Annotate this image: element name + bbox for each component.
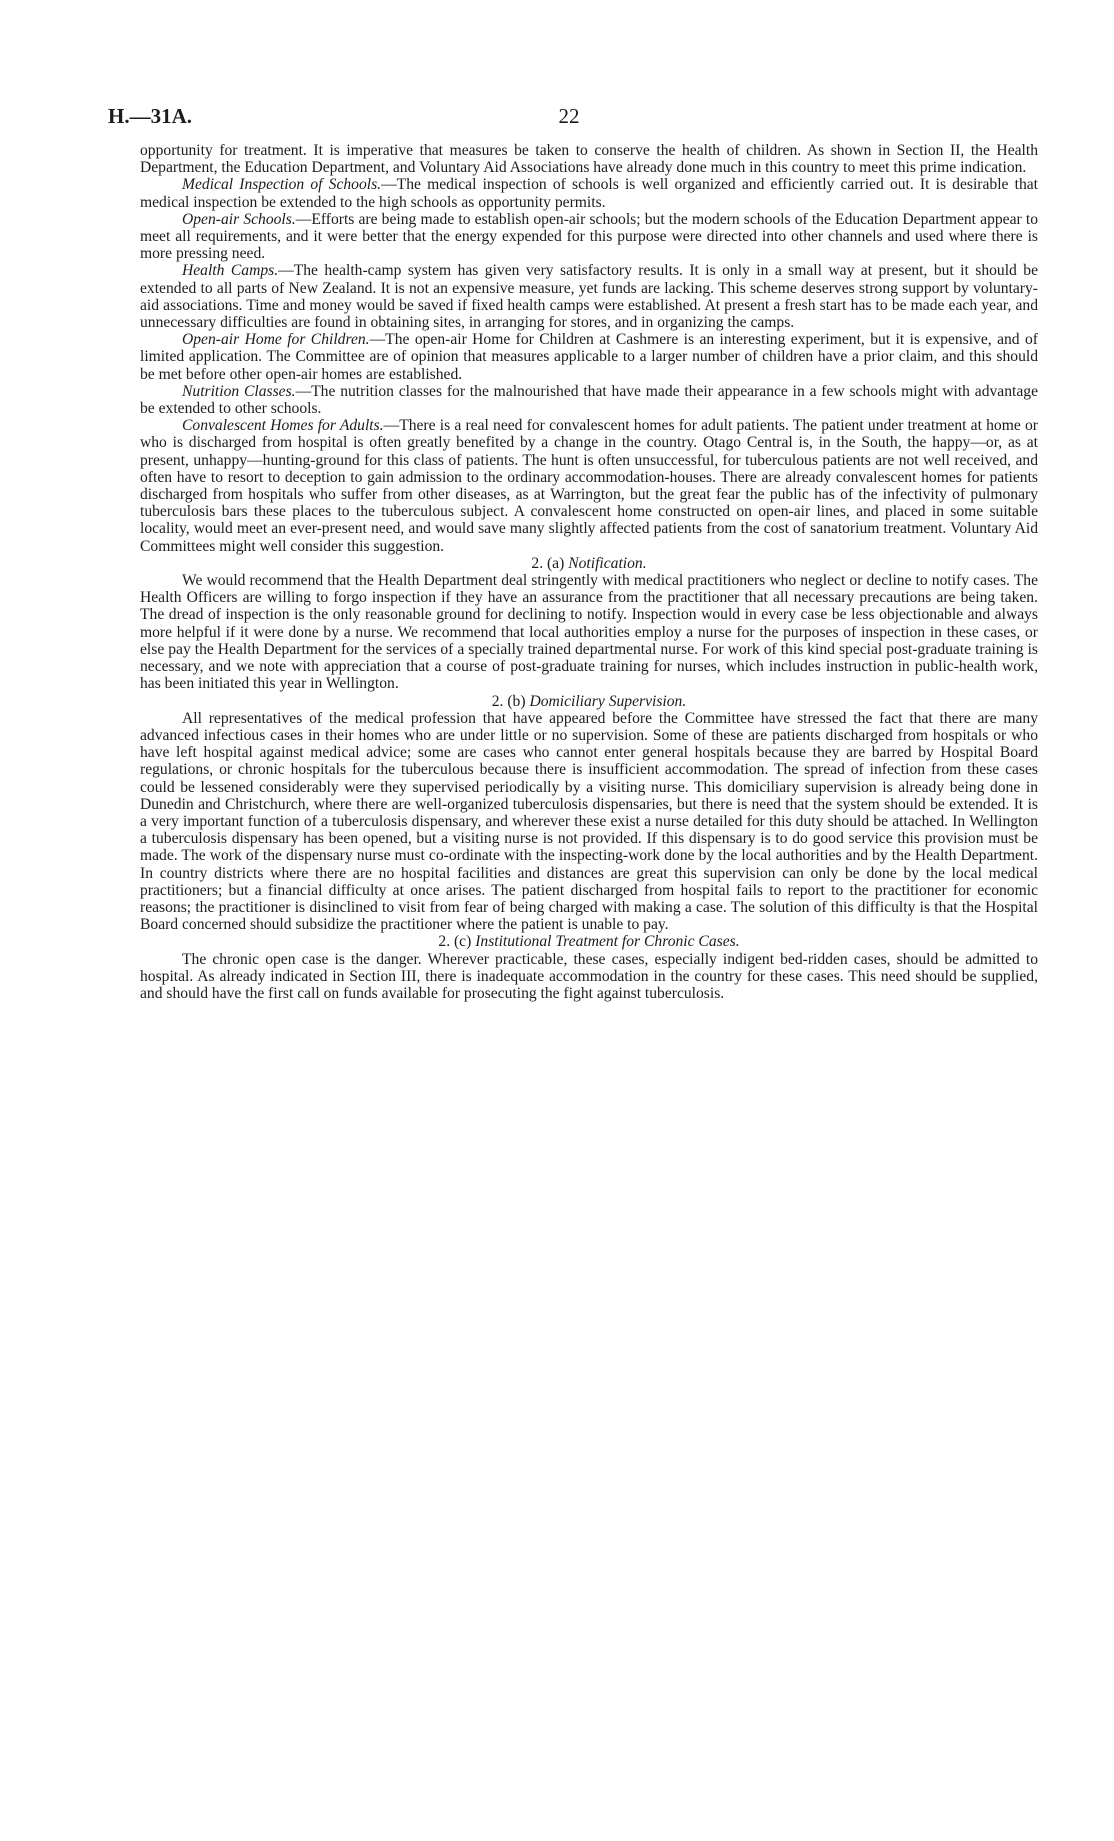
section-title: Institutional Treatment for Chronic Cases. bbox=[475, 933, 740, 951]
section-domiciliary-supervision bbox=[140, 693, 1038, 934]
section-number: 2. (b) bbox=[491, 692, 526, 710]
section-paragraph: All representatives of the medical profession that have appeared before the Committee have stressed the fact that there are many advanced infectious cases in their homes who are under little or no supervision. Some of these are patients discharged from hospitals or who have left hospital against medical advice; some are cases who cannot enter general hospitals because they are barred by Hospital Board regulations, or chronic hospitals for the tuberculous because there is insufficient accommodation. The spread of infection from these cases could be lessened considerably were they supervised periodically by a visiting nurse. This domiciliary supervision is already being done in Dunedin and Christchurch, where there are well-organized tuberculosis dispensaries, but there is need that the system should be extended. It is a very important function of a tuberculosis dispensary, and wherever these exist a nurse detailed for this duty should be attached. In Wellington a tuberculosis dispensary has been opened, but a visiting nurse is not provided. If this dispensary is to do good service this provision must be made. The work of the dispensary nurse must co-ordinate with the inspecting-work done by the local authorities and by the Health Department. In country districts where there are no hospital facilities and distances are great this supervision can only be done by the local medical practitioners; but a financial difficulty at once arises. The patient discharged from hospital fails to report to the practitioner for economic reasons; the practitioner is disinclined to visit from fear of being charged with making a case. The solution of this difficulty is that the Hospital Board concerned should subsidize the practitioner where the patient is unable to pay. bbox=[140, 709, 1038, 934]
page-body bbox=[140, 142, 1038, 1002]
paragraph-lead: Open-air Home for Children. bbox=[182, 331, 370, 349]
section-number: 2. (c) bbox=[438, 933, 472, 951]
section-heading bbox=[140, 693, 1038, 710]
paragraph-text: —The medical inspection of schools is well organized and efficiently carried out. It is desirable that medical inspection be extended to the high schools as opportunity permits. bbox=[140, 176, 1039, 211]
intro-paragraph: opportunity for treatment. It is imperative that measures be taken to conserve the health of children. As shown in Section II, the Health Department, the Education Department, and Voluntary Aid Associations have already done much in this country to meet this prime indication. bbox=[140, 142, 1038, 177]
section-heading bbox=[140, 555, 1038, 572]
paragraph-text: —The health-camp system has given very satisfactory results. It is only in a small way at present, but it should be extended to all parts of New Zealand. It is not an expensive measure, yet funds are lacking. This scheme deserves strong support by voluntary-aid associations. Time and money would be saved if fixed health camps were established. At present a fresh start has to be made each year, and unnecessary difficulties are found in obtaining sites, in arranging for stores, and in organizing the camps. bbox=[140, 262, 1039, 332]
paragraph-text: —The nutrition classes for the malnourished that have made their appearance in a few schools might with advantage be extended to other schools. bbox=[140, 382, 1038, 418]
paragraph-health-camps bbox=[140, 262, 1038, 331]
paragraph-lead: Open-air Schools. bbox=[182, 210, 296, 228]
section-paragraph: The chronic open case is the danger. Wherever practicable, these cases, especially indigent bed-ridden cases, should be admitted to hospital. As already indicated in Section III, there is inadequate accommodation in the country for these cases. This need should be supplied, and should have the first call on funds available for prosecuting the fight against tuberculosis. bbox=[140, 950, 1038, 1002]
paragraph-text: —Efforts are being made to establish open-air schools; but the modern schools of the Education Department appear to meet all requirements, and it were better that the energy expended for this purpose were directed into other channels and used where there is more pressing need. bbox=[140, 210, 1038, 263]
paragraph-lead: Nutrition Classes. bbox=[182, 382, 296, 400]
paragraph-lead: Health Camps. bbox=[182, 262, 279, 280]
page-header bbox=[108, 104, 1030, 130]
page-number: 22 bbox=[558, 104, 580, 128]
section-number: 2. (a) bbox=[531, 554, 565, 572]
paragraph-convalescent-homes bbox=[140, 417, 1038, 555]
paragraph-nutrition-classes bbox=[140, 383, 1038, 417]
section-institutional-treatment bbox=[140, 933, 1038, 1002]
paragraph-text: —There is a real need for convalescent homes for adult patients. The patient under treatment at home or who is discharged from hospital is often greatly benefited by a change in the country. Otago Central is, in the South, the happy—or, as at present, unhappy—hunting-ground for this class of patients. The hunt is often unsuccessful, for tuberculous patients are not well received, and often have to resort to deception to gain admission to the ordinary accommodation-houses. There are already convalescent homes for patients discharged from hospitals who suffer from other diseases, as at Warrington, but the great fear the public has of the infectivity of pulmonary tuberculosis bars these places to the tuberculous subject. A convalescent home constructed on open-air lines, and placed in some suitable locality, would meet an ever-present need, and would save many slightly affected patients from the cost of sanatorium treatment. Voluntary Aid Committees might well consider this suggestion. bbox=[140, 417, 1038, 555]
paragraph-medical-inspection bbox=[140, 176, 1038, 210]
paragraph-lead: Convalescent Homes for Adults. bbox=[182, 417, 384, 435]
paragraph-text: —The open-air Home for Children at Cashmere is an interesting experiment, but it is expensive, and of limited application. The Committee are of opinion that measures applicable to a larger number of children have a prior claim, and this should be met before other open-air homes are established. bbox=[140, 331, 1038, 383]
section-notification bbox=[140, 555, 1038, 693]
paragraph-open-air-schools bbox=[140, 211, 1038, 263]
paragraph-open-air-home bbox=[140, 331, 1038, 383]
section-heading bbox=[140, 933, 1038, 950]
section-title: Domiciliary Supervision. bbox=[529, 692, 687, 710]
document-code: H.—31A. bbox=[108, 104, 192, 128]
section-title: Notification. bbox=[568, 554, 647, 572]
section-paragraph: We would recommend that the Health Department deal stringently with medical practitioners who neglect or decline to notify cases. The Health Officers are willing to forgo inspection if they have an assurance from the practitioner that all necessary precautions are being taken. The dread of inspection is the only reasonable ground for declining to notify. Inspection would in every case be less objectionable and always more helpful if it were done by a nurse. We recommend that local authorities employ a nurse for the purposes of inspection in these cases, or else pay the Health Department for the services of a specially trained departmental nurse. For work of this kind special post-graduate training is necessary, and we note with appreciation that a course of post-graduate training for nurses, which includes instruction in public-health work, has been initiated this year in Wellington. bbox=[140, 572, 1038, 693]
paragraph-lead: Medical Inspection of Schools. bbox=[182, 176, 382, 194]
